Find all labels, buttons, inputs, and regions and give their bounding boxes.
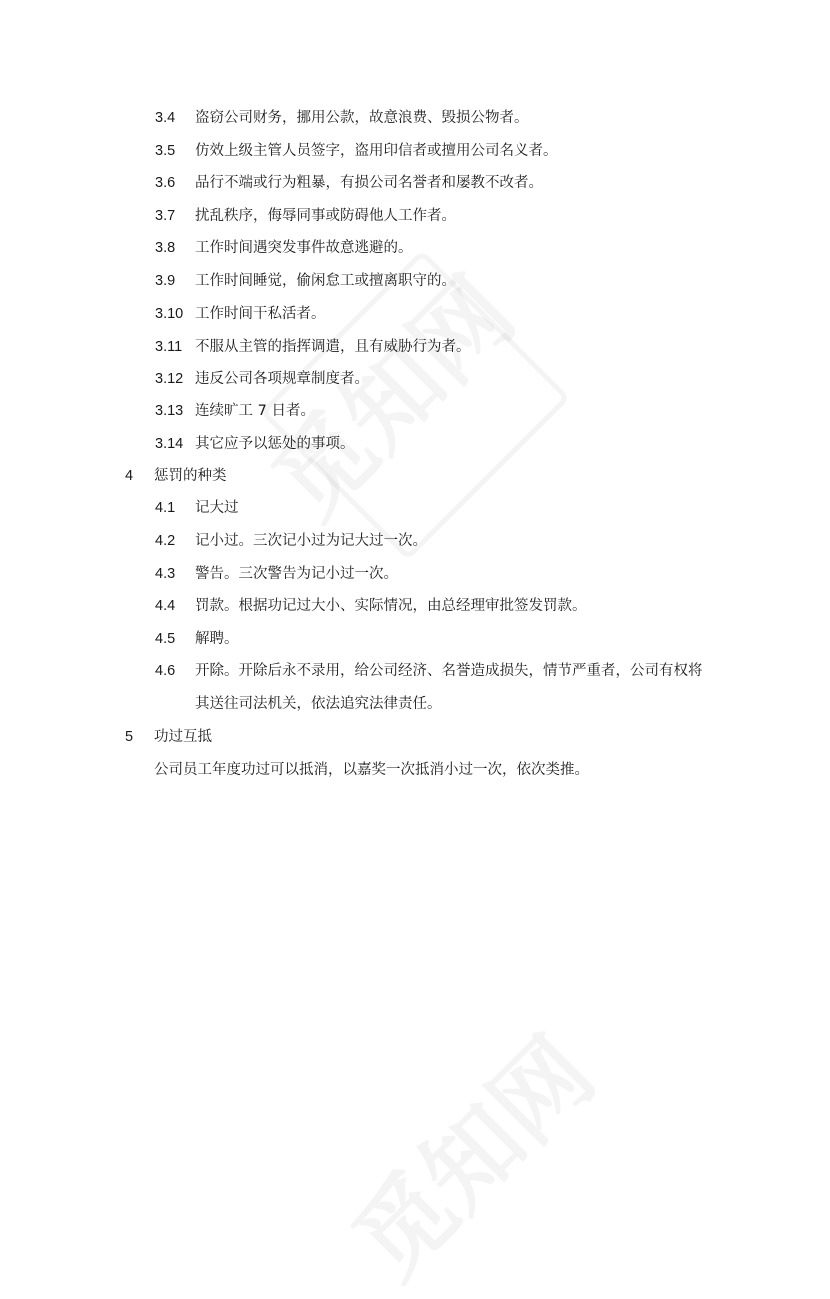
- clause-text: 扰乱秩序，侮辱同事或防碍他人工作者。: [195, 208, 456, 224]
- clause-text: 品行不端或行为粗暴，有损公司名誉者和屡教不改者。: [195, 175, 543, 191]
- clause-number: 4.2: [155, 533, 176, 549]
- clause-number: 3.10: [155, 306, 184, 322]
- section-heading: 惩罚的种类: [154, 468, 227, 484]
- clause-text: 记大过: [195, 500, 239, 516]
- clause-number: 3.14: [155, 436, 184, 452]
- clause-number: 3.6: [155, 175, 176, 191]
- clause-number: 3.7: [155, 208, 176, 224]
- clause-number: 4.5: [155, 631, 176, 647]
- clause-text: 违反公司各项规章制度者。: [195, 371, 369, 387]
- clause-text: 工作时间干私活者。: [195, 306, 326, 322]
- clause-text: 工作时间睡觉，偷闲怠工或擅离职守的。: [195, 273, 456, 289]
- clause-number: 3.12: [155, 371, 184, 387]
- clause-text: 不服从主管的指挥调遣，且有威胁行为者。: [195, 339, 471, 355]
- section-number: 5: [125, 729, 134, 745]
- clause-text: 工作时间遇突发事件故意逃避的。: [195, 240, 413, 256]
- section-number: 4: [125, 468, 134, 484]
- clause-number: 3.9: [155, 273, 176, 289]
- watermark-text-bottom: [338, 1022, 610, 1294]
- clause-number: 4.1: [155, 500, 176, 516]
- clause-number: 4.6: [155, 663, 176, 679]
- clause-text: 连续旷工 7 日者。: [195, 403, 315, 419]
- clause-number: 3.5: [155, 143, 176, 159]
- clause-number: 3.13: [155, 403, 184, 419]
- section-body: 公司员工年度功过可以抵消，以嘉奖一次抵消小过一次，依次类推。: [154, 762, 589, 778]
- clause-number: 4.4: [155, 598, 176, 614]
- clause-text: 盗窃公司财务，挪用公款，故意浪费、毁损公物者。: [195, 110, 529, 126]
- clause-number: 4.3: [155, 566, 176, 582]
- clause-text: 解聘。: [195, 631, 239, 647]
- clause-number: 3.11: [155, 339, 183, 355]
- clause-text: 罚款。根据功记过大小、实际情况，由总经理审批签发罚款。: [195, 598, 587, 614]
- clause-number: 3.4: [155, 110, 176, 126]
- clause-text: 其它应予以惩处的事项。: [195, 436, 355, 452]
- section-heading: 功过互抵: [154, 729, 212, 745]
- clause-text: 记小过。三次记小过为记大过一次。: [195, 533, 427, 549]
- clause-text-continued: 其送往司法机关，依法追究法律责任。: [195, 696, 442, 712]
- clause-text: 开除。开除后永不录用，给公司经济、名誉造成损失，情节严重者，公司有权将: [195, 663, 703, 679]
- clause-text: 警告。三次警告为记小过一次。: [195, 566, 398, 582]
- clause-text: 仿效上级主管人员签字，盗用印信者或擅用公司名义者。: [195, 143, 558, 159]
- clause-number: 3.8: [155, 240, 176, 256]
